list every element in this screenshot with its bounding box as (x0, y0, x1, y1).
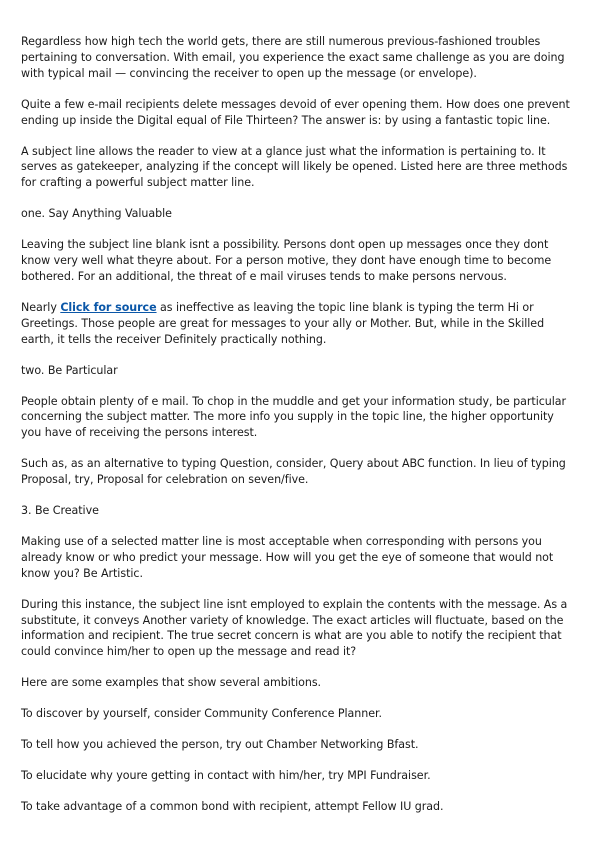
paragraph-example-1: To discover by yourself, consider Community Conference Planner. (21, 707, 382, 721)
paragraph-blank-subject: Leaving the subject line blank isnt a possibility. Persons dont open up messages once they dont know very well what theyre about. For a person motive, they dont have enough time to become bothered. For an additional, the threat of e mail viruses tends to make persons nervous. (21, 238, 552, 283)
section-heading-1: one. Say Anything Valuable (21, 207, 172, 221)
paragraph-recipients: Quite a few e-mail recipients delete messages devoid of ever opening them. How does one prevent ending up inside the Digital equal of File Thirteen? The answer is: by using a fantastic topic line. (21, 97, 570, 127)
paragraph-text-before-link: Nearly (21, 300, 61, 314)
section-heading-3: 3. Be Creative (21, 504, 99, 518)
paragraph-instance: During this instance, the subject line isnt employed to explain the contents with the message. As a substitute, it conveys Another variety of knowledge. The exact articles will fluctuate, based on the information and recipient. The true secret concern is what are you able to notify the recipient that could convince him/her to open up the message and read it? (21, 597, 568, 659)
paragraph-be-particular: People obtain plenty of e mail. To chop in the muddle and get your information study, be particular concerning the subject matter. The more info you supply in the topic line, the higher opportunity you have of receiving the persons interest. (21, 394, 567, 440)
section-heading-2: two. Be Particular (21, 363, 118, 377)
paragraph-be-creative: Making use of a selected matter line is most acceptable when corresponding with persons you already know or who predict your message. How will you get the eye of someone that would not know you? Be Artistic. (21, 534, 554, 580)
paragraph-example-4: To take advantage of a common bond with recipient, attempt Fellow IU grad. (21, 799, 444, 813)
paragraph-example-2: To tell how you achieved the person, try out Chamber Networking Bfast. (21, 738, 419, 752)
paragraph-intro: Regardless how high tech the world gets, there are still numerous previous-fashioned troubles pertaining to conversation. With email, you experience the exact same challenge as you are doing with typical mail — convincing the receiver to open up the message (or envelope). (21, 35, 565, 80)
source-link[interactable]: Click for source (60, 300, 157, 314)
paragraph-text-after-link: as ineffective as leaving the topic line blank is typing the term Hi or Greetings. Those people are great for messages to your ally or Mother. But, while in the Skilled earth, it tells the receiver Definitely practically nothing. (21, 300, 545, 346)
paragraph-examples-specific: Such as, as an alternative to typing Question, consider, Query about ABC function. In lieu of typing Proposal, try, Proposal for celebration on seven/five. (21, 457, 566, 487)
paragraph-example-3: To elucidate why youre getting in contact with him/her, try MPI Fundraiser. (21, 769, 431, 782)
paragraph-greetings (21, 300, 576, 348)
paragraph-examples-intro: Here are some examples that show several ambitions. (21, 676, 322, 690)
paragraph-subject-line: A subject line allows the reader to view at a glance just what the information is pertaining to. It serves as gatekeeper, analyzing if the concept will likely be opened. Listed here are three methods for crafting a powerful subject matter line. (21, 144, 568, 190)
